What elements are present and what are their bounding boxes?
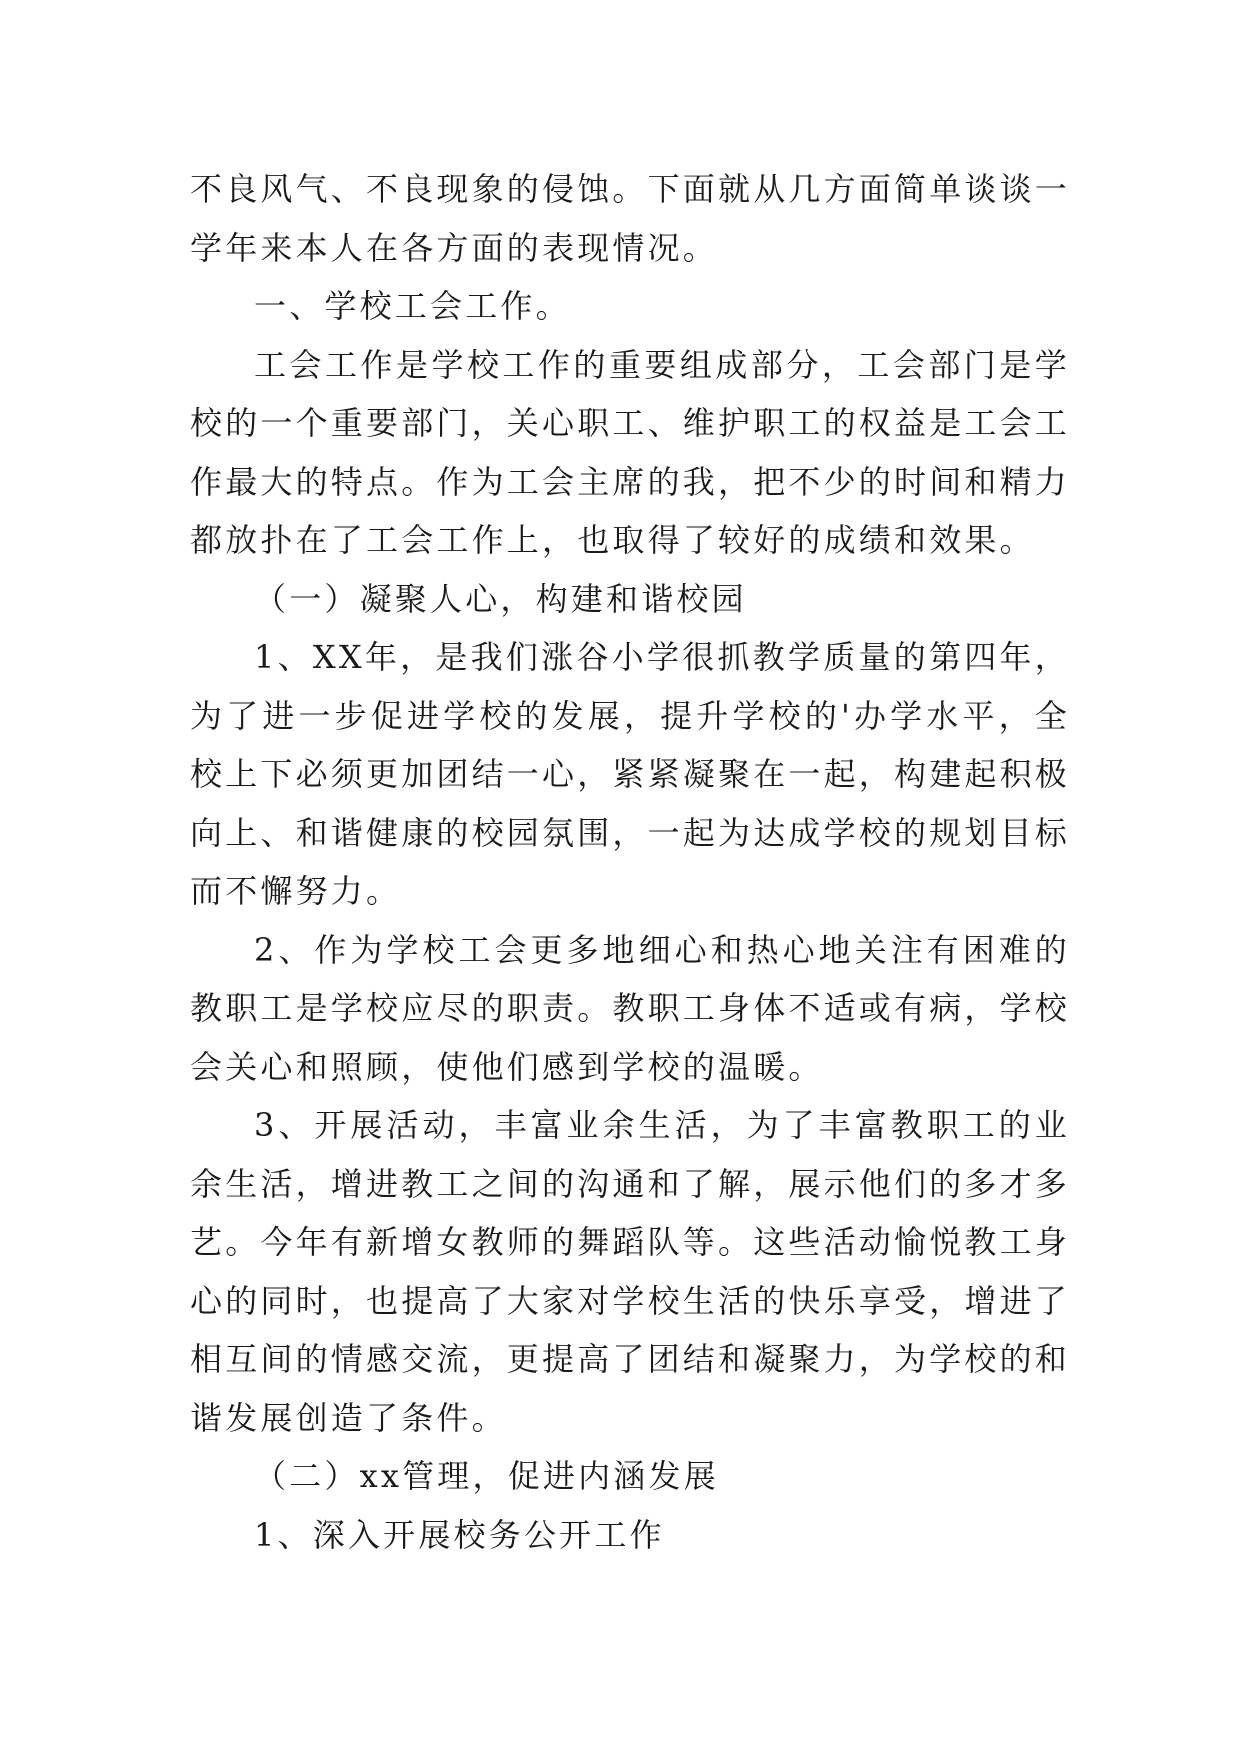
list-item-1: 1、XX年，是我们涨谷小学很抓教学质量的第四年，为了进一步促进学校的发展，提升学校的'办学水平，全校上下必须更加团结一心，紧紧凝聚在一起，构建起积极向上、和谐健康的校园氛围，一起为达成学校的规划目标而不懈努力。: [190, 638, 1071, 910]
paragraph-continuation: 不良风气、不良现象的侵蚀。下面就从几方面简单谈谈一学年来本人在各方面的表现情况。: [190, 170, 1071, 267]
list-item-4: 1、深入开展校务公开工作: [254, 1515, 665, 1554]
subsection-heading-1: （一）凝聚人心，构建和谐校园: [254, 579, 747, 618]
list-item-2: 2、作为学校工会更多地细心和热心地关注有困难的教职工是学校应尽的职责。教职工身体不适或有病，学校会关心和照顾，使他们感到学校的温暖。: [190, 930, 1071, 1086]
document-body: [190, 160, 1070, 1564]
subsection-heading-2: （二）xx管理，促进内涵发展: [254, 1457, 719, 1495]
list-item-3: 3、开展活动，丰富业余生活，为了丰富教职工的业余生活，增进教工之间的沟通和了解，展示他们的多才多艺。今年有新增女教师的舞蹈队等。这些活动愉悦教工身心的同时，也提高了大家对学校生活的快乐享受，增进了相互间的情感交流，更提高了团结和凝聚力，为学校的和谐发展创造了条件。: [190, 1106, 1071, 1437]
section-heading-1: 一、学校工会工作。: [254, 287, 571, 325]
paragraph-union-intro: 工会工作是学校工作的重要组成部分，工会部门是学校的一个重要部门，关心职工、维护职工的权益是工会工作最大的特点。作为工会主席的我，把不少的时间和精力都放扑在了工会工作上，也取得了较好的成绩和效果。: [190, 345, 1071, 559]
